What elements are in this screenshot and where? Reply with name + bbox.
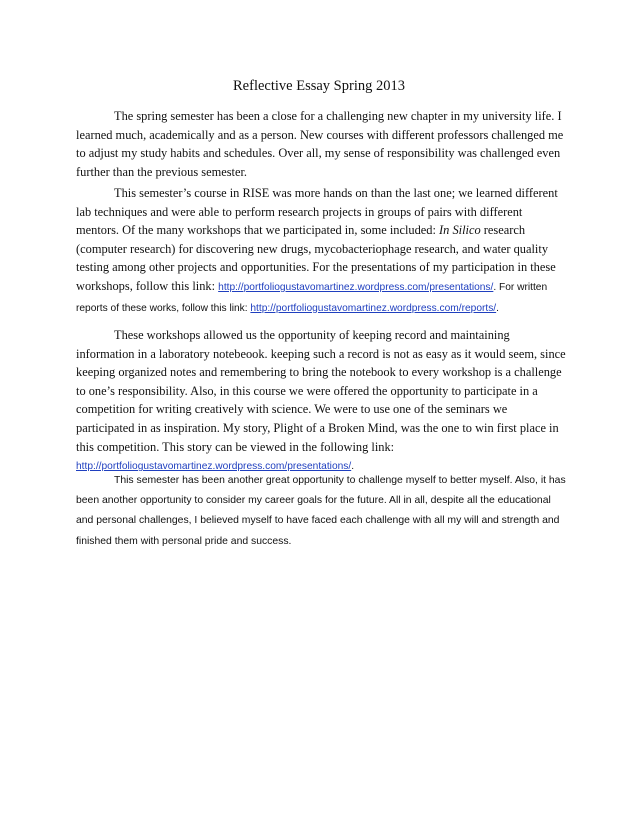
paragraph-2-text-d: . xyxy=(496,302,499,314)
paragraph-3-text: These workshops allowed us the opportunity of keeping record and maintaining information in a laboratory notebeook. keeping such a record is not as easy as it would seem, since keeping organized notes and remembering to bring the notebook to every workshop is a challenge to one’s responsibility. Also, in this course we were offered the opportunity to participate in a competition for writing creatively with science. We were to use one of the seminars we participated in as inspiration. My story, Plight of a Broken Mind, was the one to win first place in this competition. This story can be viewed in the following link: xyxy=(76,328,566,454)
paragraph-3 xyxy=(76,326,566,477)
paragraph-4-text: This semester has been another great opportunity to challenge myself to better myself. Also, it has been another opportunity to consider my career goals for the future. All in all, despite all the educational and personal challenges, I believed myself to have faced each challenge with all my will and strength and finished them with personal pride and success. xyxy=(76,475,566,547)
paragraph-2-text-c: . For written reports of these works, follow this link: xyxy=(76,281,548,314)
paragraph-3-end: . xyxy=(351,461,355,473)
paragraph-1: The spring semester has been a close for a challenging new chapter in my university life. I learned much, academically and as a person. New courses with different professors challenged me to adjust my study habits and schedules. Over all, my sense of responsibility was challenged even further than the previous semester. xyxy=(76,109,564,179)
story-presentations-link[interactable]: http://portfoliogustavomartinez.wordpress.com/presentations/ xyxy=(76,461,352,473)
paragraph-2-text-b: research (computer research) for discovering new drugs, mycobacteriophage research, and water quality testing among other projects and opportunities. For the presentations of my participation in these workshops, follow this link: xyxy=(76,223,556,293)
paragraph-2 xyxy=(76,184,566,318)
in-silico-italic: In Silico xyxy=(439,223,481,238)
essay-title: Reflective Essay Spring 2013 xyxy=(233,78,405,94)
paragraph-2-text-a: This semester’s course in RISE was more hands on than the last one; we learned different lab techniques and were able to perform research projects in groups of pairs with different mentors. Of the many workshops that we participated in, some included: xyxy=(76,186,558,238)
reports-link[interactable]: http://portfoliogustavomartinez.wordpress.com/reports/ xyxy=(250,302,497,314)
paragraph-4 xyxy=(76,470,566,551)
presentations-link[interactable]: http://portfoliogustavomartinez.wordpress.com/presentations/ xyxy=(218,281,494,293)
